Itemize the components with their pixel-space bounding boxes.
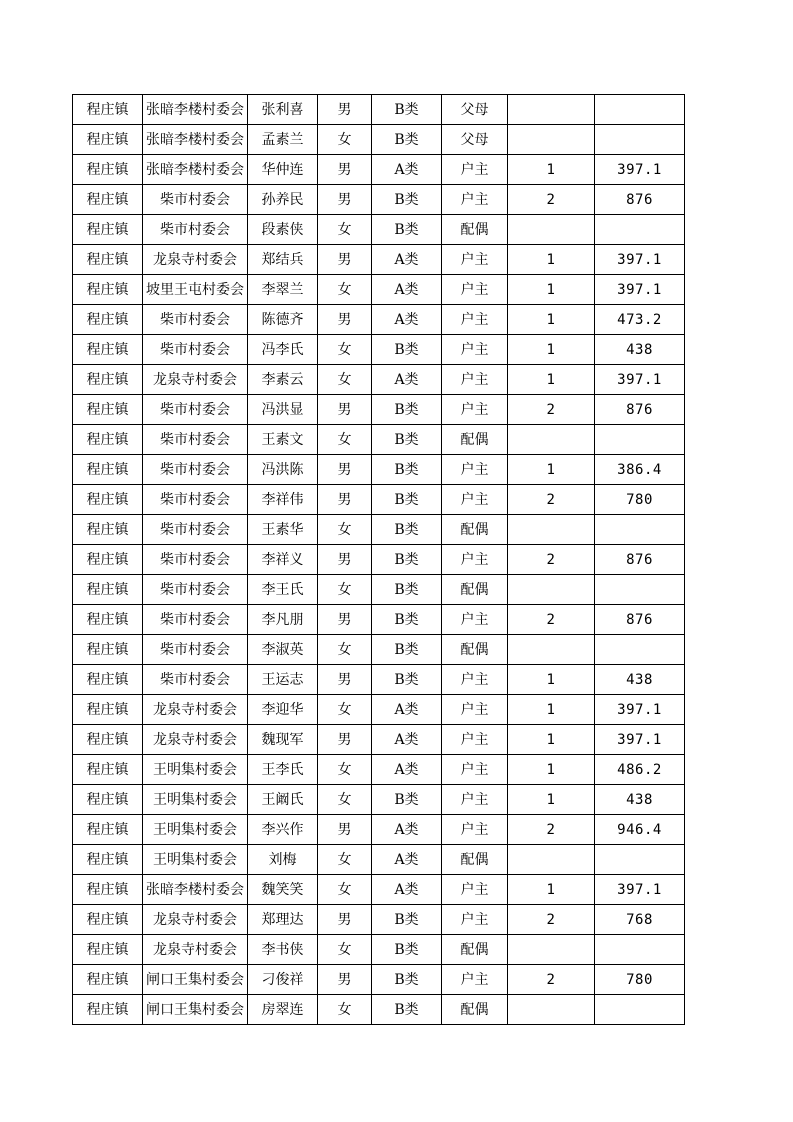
amount-cell: 397.1 <box>595 725 685 755</box>
amount-cell: 780 <box>595 965 685 995</box>
town-cell: 程庄镇 <box>73 845 143 875</box>
relation-cell: 配偶 <box>442 935 508 965</box>
relation-cell: 户主 <box>442 695 508 725</box>
village-committee-cell: 龙泉寺村委会 <box>143 695 248 725</box>
relation-cell: 户主 <box>442 155 508 185</box>
amount-cell <box>595 575 685 605</box>
gender-cell: 女 <box>318 695 372 725</box>
relation-cell: 户主 <box>442 785 508 815</box>
name-cell: 魏笑笑 <box>248 875 318 905</box>
relation-cell: 户主 <box>442 245 508 275</box>
name-cell: 孟素兰 <box>248 125 318 155</box>
gender-cell: 女 <box>318 125 372 155</box>
category-cell: A类 <box>372 845 442 875</box>
village-committee-cell: 柴市村委会 <box>143 215 248 245</box>
town-cell: 程庄镇 <box>73 725 143 755</box>
name-cell: 李凡朋 <box>248 605 318 635</box>
household-size-cell: 1 <box>508 695 595 725</box>
table-row <box>73 935 685 965</box>
town-cell: 程庄镇 <box>73 395 143 425</box>
amount-cell: 397.1 <box>595 365 685 395</box>
name-cell: 李王氏 <box>248 575 318 605</box>
town-cell: 程庄镇 <box>73 905 143 935</box>
town-cell: 程庄镇 <box>73 425 143 455</box>
relation-cell: 户主 <box>442 725 508 755</box>
town-cell: 程庄镇 <box>73 95 143 125</box>
relation-cell: 户主 <box>442 395 508 425</box>
category-cell: B类 <box>372 665 442 695</box>
name-cell: 王李氏 <box>248 755 318 785</box>
name-cell: 李迎华 <box>248 695 318 725</box>
village-committee-cell: 柴市村委会 <box>143 575 248 605</box>
table-row <box>73 575 685 605</box>
relation-cell: 户主 <box>442 815 508 845</box>
village-committee-cell: 柴市村委会 <box>143 425 248 455</box>
gender-cell: 女 <box>318 575 372 605</box>
village-committee-cell: 龙泉寺村委会 <box>143 365 248 395</box>
gender-cell: 男 <box>318 905 372 935</box>
town-cell: 程庄镇 <box>73 485 143 515</box>
table-row <box>73 695 685 725</box>
village-committee-cell: 柴市村委会 <box>143 395 248 425</box>
town-cell: 程庄镇 <box>73 605 143 635</box>
village-committee-cell: 柴市村委会 <box>143 635 248 665</box>
gender-cell: 男 <box>318 455 372 485</box>
town-cell: 程庄镇 <box>73 695 143 725</box>
amount-cell: 438 <box>595 335 685 365</box>
relation-cell: 户主 <box>442 485 508 515</box>
gender-cell: 女 <box>318 275 372 305</box>
name-cell: 李兴作 <box>248 815 318 845</box>
amount-cell: 486.2 <box>595 755 685 785</box>
gender-cell: 女 <box>318 335 372 365</box>
table-row <box>73 755 685 785</box>
table-row <box>73 785 685 815</box>
town-cell: 程庄镇 <box>73 965 143 995</box>
village-committee-cell: 王明集村委会 <box>143 815 248 845</box>
amount-cell <box>595 215 685 245</box>
name-cell: 冯洪陈 <box>248 455 318 485</box>
category-cell: B类 <box>372 125 442 155</box>
amount-cell <box>595 515 685 545</box>
village-committee-cell: 王明集村委会 <box>143 845 248 875</box>
gender-cell: 男 <box>318 155 372 185</box>
name-cell: 李翠兰 <box>248 275 318 305</box>
village-committee-cell: 龙泉寺村委会 <box>143 905 248 935</box>
category-cell: A类 <box>372 155 442 185</box>
household-size-cell: 1 <box>508 665 595 695</box>
table-row <box>73 515 685 545</box>
household-size-cell: 1 <box>508 305 595 335</box>
table-row <box>73 875 685 905</box>
relation-cell: 户主 <box>442 365 508 395</box>
amount-cell: 397.1 <box>595 275 685 305</box>
household-size-cell: 1 <box>508 155 595 185</box>
category-cell: A类 <box>372 815 442 845</box>
relation-cell: 户主 <box>442 185 508 215</box>
name-cell: 房翠连 <box>248 995 318 1025</box>
gender-cell: 男 <box>318 95 372 125</box>
category-cell: B类 <box>372 425 442 455</box>
household-size-cell <box>508 425 595 455</box>
household-size-cell: 2 <box>508 185 595 215</box>
relation-cell: 户主 <box>442 545 508 575</box>
amount-cell <box>595 125 685 155</box>
name-cell: 刘梅 <box>248 845 318 875</box>
town-cell: 程庄镇 <box>73 815 143 845</box>
amount-cell <box>595 635 685 665</box>
household-size-cell: 1 <box>508 785 595 815</box>
gender-cell: 女 <box>318 755 372 785</box>
category-cell: B类 <box>372 635 442 665</box>
household-size-cell <box>508 215 595 245</box>
relation-cell: 配偶 <box>442 425 508 455</box>
village-committee-cell: 柴市村委会 <box>143 305 248 335</box>
amount-cell <box>595 95 685 125</box>
amount-cell: 876 <box>595 605 685 635</box>
village-committee-cell: 张暗李楼村委会 <box>143 125 248 155</box>
name-cell: 王素文 <box>248 425 318 455</box>
gender-cell: 女 <box>318 425 372 455</box>
household-size-cell: 1 <box>508 365 595 395</box>
category-cell: B类 <box>372 965 442 995</box>
household-size-cell: 2 <box>508 395 595 425</box>
category-cell: B类 <box>372 215 442 245</box>
name-cell: 张利喜 <box>248 95 318 125</box>
household-size-cell: 2 <box>508 605 595 635</box>
household-size-cell: 1 <box>508 455 595 485</box>
name-cell: 李淑英 <box>248 635 318 665</box>
village-committee-cell: 王明集村委会 <box>143 785 248 815</box>
table-row <box>73 905 685 935</box>
town-cell: 程庄镇 <box>73 665 143 695</box>
household-size-cell: 1 <box>508 725 595 755</box>
gender-cell: 男 <box>318 485 372 515</box>
gender-cell: 男 <box>318 305 372 335</box>
town-cell: 程庄镇 <box>73 515 143 545</box>
category-cell: B类 <box>372 455 442 485</box>
name-cell: 王阚氏 <box>248 785 318 815</box>
amount-cell: 397.1 <box>595 245 685 275</box>
town-cell: 程庄镇 <box>73 875 143 905</box>
table-row <box>73 395 685 425</box>
table-row <box>73 635 685 665</box>
relation-cell: 配偶 <box>442 575 508 605</box>
relation-cell: 配偶 <box>442 215 508 245</box>
relation-cell: 父母 <box>442 95 508 125</box>
relation-cell: 户主 <box>442 305 508 335</box>
table-row <box>73 605 685 635</box>
gender-cell: 女 <box>318 845 372 875</box>
town-cell: 程庄镇 <box>73 155 143 185</box>
name-cell: 李祥义 <box>248 545 318 575</box>
household-size-cell <box>508 935 595 965</box>
category-cell: A类 <box>372 245 442 275</box>
relation-cell: 户主 <box>442 455 508 485</box>
household-size-cell: 1 <box>508 245 595 275</box>
household-size-cell <box>508 845 595 875</box>
category-cell: B类 <box>372 515 442 545</box>
amount-cell: 876 <box>595 545 685 575</box>
household-size-cell <box>508 95 595 125</box>
category-cell: B类 <box>372 485 442 515</box>
name-cell: 李书侠 <box>248 935 318 965</box>
table-row <box>73 995 685 1025</box>
category-cell: B类 <box>372 785 442 815</box>
category-cell: B类 <box>372 995 442 1025</box>
name-cell: 王运志 <box>248 665 318 695</box>
name-cell: 刁俊祥 <box>248 965 318 995</box>
household-size-cell <box>508 125 595 155</box>
amount-cell: 473.2 <box>595 305 685 335</box>
household-size-cell <box>508 635 595 665</box>
category-cell: A类 <box>372 365 442 395</box>
beneficiary-table <box>72 94 685 1025</box>
village-committee-cell: 坡里王屯村委会 <box>143 275 248 305</box>
name-cell: 段素侠 <box>248 215 318 245</box>
gender-cell: 女 <box>318 935 372 965</box>
gender-cell: 男 <box>318 815 372 845</box>
village-committee-cell: 王明集村委会 <box>143 755 248 785</box>
gender-cell: 男 <box>318 725 372 755</box>
relation-cell: 户主 <box>442 905 508 935</box>
relation-cell: 户主 <box>442 755 508 785</box>
town-cell: 程庄镇 <box>73 995 143 1025</box>
table-row <box>73 335 685 365</box>
amount-cell: 768 <box>595 905 685 935</box>
table-row <box>73 965 685 995</box>
household-size-cell <box>508 995 595 1025</box>
table-row <box>73 455 685 485</box>
table-row <box>73 245 685 275</box>
category-cell: B类 <box>372 395 442 425</box>
relation-cell: 配偶 <box>442 995 508 1025</box>
amount-cell: 946.4 <box>595 815 685 845</box>
table-row <box>73 725 685 755</box>
name-cell: 陈德齐 <box>248 305 318 335</box>
table-row <box>73 215 685 245</box>
gender-cell: 女 <box>318 215 372 245</box>
relation-cell: 户主 <box>442 605 508 635</box>
village-committee-cell: 柴市村委会 <box>143 545 248 575</box>
relation-cell: 户主 <box>442 875 508 905</box>
amount-cell: 397.1 <box>595 695 685 725</box>
table-row <box>73 425 685 455</box>
village-committee-cell: 龙泉寺村委会 <box>143 725 248 755</box>
category-cell: B类 <box>372 185 442 215</box>
category-cell: A类 <box>372 755 442 785</box>
category-cell: B类 <box>372 575 442 605</box>
town-cell: 程庄镇 <box>73 335 143 365</box>
town-cell: 程庄镇 <box>73 215 143 245</box>
town-cell: 程庄镇 <box>73 545 143 575</box>
village-committee-cell: 张暗李楼村委会 <box>143 875 248 905</box>
category-cell: B类 <box>372 545 442 575</box>
table-body <box>73 95 685 1025</box>
village-committee-cell: 柴市村委会 <box>143 455 248 485</box>
name-cell: 冯李氏 <box>248 335 318 365</box>
household-size-cell <box>508 515 595 545</box>
gender-cell: 男 <box>318 965 372 995</box>
gender-cell: 男 <box>318 395 372 425</box>
household-size-cell: 2 <box>508 965 595 995</box>
household-size-cell <box>508 575 595 605</box>
gender-cell: 女 <box>318 515 372 545</box>
name-cell: 魏现军 <box>248 725 318 755</box>
household-size-cell: 1 <box>508 755 595 785</box>
village-committee-cell: 闸口王集村委会 <box>143 995 248 1025</box>
village-committee-cell: 柴市村委会 <box>143 605 248 635</box>
village-committee-cell: 龙泉寺村委会 <box>143 935 248 965</box>
gender-cell: 女 <box>318 995 372 1025</box>
village-committee-cell: 柴市村委会 <box>143 485 248 515</box>
household-size-cell: 1 <box>508 275 595 305</box>
category-cell: B类 <box>372 605 442 635</box>
relation-cell: 配偶 <box>442 845 508 875</box>
table-row <box>73 365 685 395</box>
amount-cell: 397.1 <box>595 875 685 905</box>
category-cell: B类 <box>372 335 442 365</box>
town-cell: 程庄镇 <box>73 305 143 335</box>
gender-cell: 男 <box>318 245 372 275</box>
table-row <box>73 275 685 305</box>
town-cell: 程庄镇 <box>73 245 143 275</box>
gender-cell: 男 <box>318 545 372 575</box>
category-cell: B类 <box>372 95 442 125</box>
town-cell: 程庄镇 <box>73 185 143 215</box>
amount-cell <box>595 935 685 965</box>
village-committee-cell: 张暗李楼村委会 <box>143 155 248 185</box>
name-cell: 李祥伟 <box>248 485 318 515</box>
village-committee-cell: 柴市村委会 <box>143 515 248 545</box>
table-row <box>73 845 685 875</box>
household-size-cell: 1 <box>508 875 595 905</box>
relation-cell: 配偶 <box>442 635 508 665</box>
relation-cell: 父母 <box>442 125 508 155</box>
table-row <box>73 185 685 215</box>
village-committee-cell: 龙泉寺村委会 <box>143 245 248 275</box>
table-row <box>73 545 685 575</box>
town-cell: 程庄镇 <box>73 125 143 155</box>
household-size-cell: 2 <box>508 905 595 935</box>
village-committee-cell: 柴市村委会 <box>143 665 248 695</box>
amount-cell: 438 <box>595 785 685 815</box>
village-committee-cell: 柴市村委会 <box>143 185 248 215</box>
amount-cell: 780 <box>595 485 685 515</box>
table-row <box>73 815 685 845</box>
town-cell: 程庄镇 <box>73 755 143 785</box>
amount-cell <box>595 425 685 455</box>
village-committee-cell: 闸口王集村委会 <box>143 965 248 995</box>
table-row <box>73 485 685 515</box>
amount-cell: 438 <box>595 665 685 695</box>
town-cell: 程庄镇 <box>73 935 143 965</box>
category-cell: A类 <box>372 875 442 905</box>
table-row <box>73 125 685 155</box>
gender-cell: 女 <box>318 365 372 395</box>
table-row <box>73 155 685 185</box>
town-cell: 程庄镇 <box>73 365 143 395</box>
amount-cell <box>595 845 685 875</box>
gender-cell: 女 <box>318 635 372 665</box>
gender-cell: 女 <box>318 785 372 815</box>
gender-cell: 男 <box>318 605 372 635</box>
town-cell: 程庄镇 <box>73 275 143 305</box>
name-cell: 郑理达 <box>248 905 318 935</box>
amount-cell <box>595 995 685 1025</box>
table-row <box>73 665 685 695</box>
category-cell: A类 <box>372 275 442 305</box>
category-cell: B类 <box>372 935 442 965</box>
household-size-cell: 2 <box>508 485 595 515</box>
name-cell: 孙养民 <box>248 185 318 215</box>
name-cell: 冯洪显 <box>248 395 318 425</box>
gender-cell: 男 <box>318 185 372 215</box>
village-committee-cell: 张暗李楼村委会 <box>143 95 248 125</box>
household-size-cell: 1 <box>508 335 595 365</box>
name-cell: 李素云 <box>248 365 318 395</box>
name-cell: 华仲连 <box>248 155 318 185</box>
relation-cell: 户主 <box>442 275 508 305</box>
town-cell: 程庄镇 <box>73 635 143 665</box>
category-cell: A类 <box>372 725 442 755</box>
amount-cell: 876 <box>595 395 685 425</box>
amount-cell: 397.1 <box>595 155 685 185</box>
relation-cell: 户主 <box>442 965 508 995</box>
category-cell: B类 <box>372 905 442 935</box>
gender-cell: 女 <box>318 875 372 905</box>
name-cell: 郑结兵 <box>248 245 318 275</box>
town-cell: 程庄镇 <box>73 575 143 605</box>
table-row <box>73 305 685 335</box>
table-row <box>73 95 685 125</box>
town-cell: 程庄镇 <box>73 455 143 485</box>
household-size-cell: 2 <box>508 545 595 575</box>
category-cell: A类 <box>372 305 442 335</box>
amount-cell: 876 <box>595 185 685 215</box>
relation-cell: 户主 <box>442 665 508 695</box>
category-cell: A类 <box>372 695 442 725</box>
amount-cell: 386.4 <box>595 455 685 485</box>
relation-cell: 户主 <box>442 335 508 365</box>
village-committee-cell: 柴市村委会 <box>143 335 248 365</box>
household-size-cell: 2 <box>508 815 595 845</box>
gender-cell: 男 <box>318 665 372 695</box>
town-cell: 程庄镇 <box>73 785 143 815</box>
name-cell: 王素华 <box>248 515 318 545</box>
relation-cell: 配偶 <box>442 515 508 545</box>
